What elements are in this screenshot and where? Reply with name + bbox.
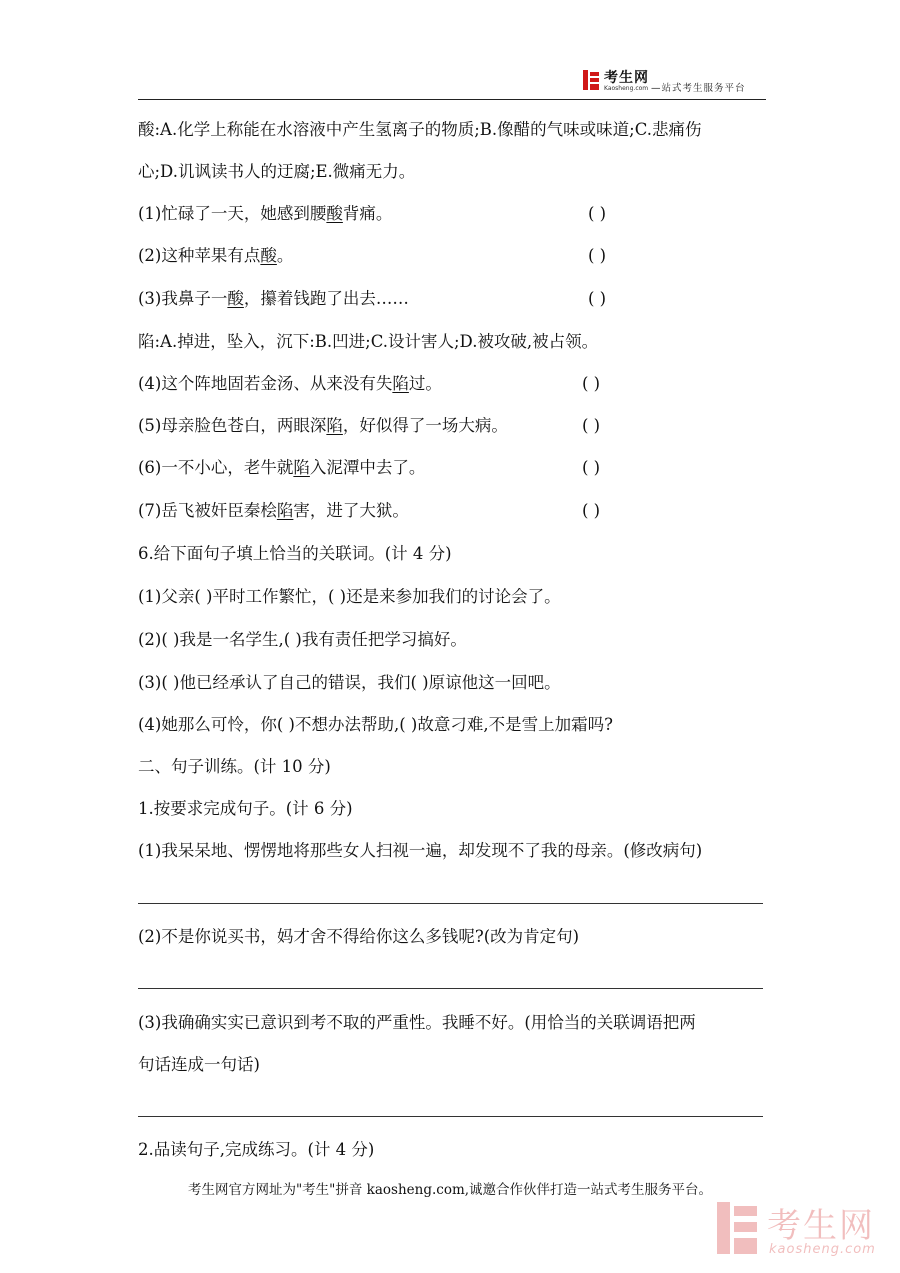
kaosheng-watermark: [713, 1198, 893, 1260]
kaosheng-logo-icon: [583, 70, 599, 90]
question-text: ，攥着钱跑了出去……: [243, 289, 409, 308]
logo-name: 考生网: [604, 70, 649, 86]
question-text: 入泥潭中去了。: [309, 458, 426, 477]
underlined-char: 陷: [392, 374, 409, 393]
underlined-char: 陷: [326, 416, 343, 435]
part-2-item-3-line-1: (3)我确确实实已意识到考不取的严重性。我睡不好。(用恰当的关联调语把两: [138, 1013, 696, 1032]
underlined-char: 酸: [227, 289, 244, 308]
part-2-item-1: (1)我呆呆地、愣愣地将那些女人扫视一遍，却发现不了我的母亲。(修改病句): [138, 841, 703, 860]
question-text: (5)母亲脸色苍白，两眼深: [138, 416, 327, 435]
question-text: (2)这种苹果有点: [138, 246, 261, 265]
section-6-title: 6.给下面句子填上恰当的关联词。(计 4 分): [138, 544, 452, 563]
answer-blank[interactable]: ( ): [582, 374, 601, 393]
answer-blank[interactable]: ( ): [588, 246, 607, 265]
question-text: (1)忙碌了一天，她感到腰: [138, 204, 327, 223]
suan-definition-line-1: 酸:A.化学上称能在水溶液中产生氢离子的物质;B.像醋的气味或味道;C.悲痛伤: [138, 120, 702, 139]
part-2-item-3-line-2: 句话连成一句话): [138, 1055, 260, 1074]
question-text: (7)岳飞被奸臣秦桧: [138, 501, 277, 520]
answer-line[interactable]: [138, 1116, 763, 1117]
xian-definition: 陷:A.掉进，坠入，沉下:B.凹进;C.设计害人;D.被攻破,被占领。: [138, 332, 599, 351]
question-text: (6)一不小心，老牛就: [138, 458, 294, 477]
question-text: 背痛。: [342, 204, 393, 223]
logo-domain: Kaosheng.com: [604, 85, 649, 92]
question-text: ，好似得了一场大病。: [342, 416, 508, 435]
part-2-section-2-title: 2.品读句子,完成练习。(计 4 分): [138, 1140, 375, 1159]
section-6-item-4: (4)她那么可怜，你( )不想办法帮助,( )故意刁难,不是雪上加霜吗?: [138, 715, 613, 734]
part-2-section-1-title: 1.按要求完成句子。(计 6 分): [138, 799, 353, 818]
answer-blank[interactable]: ( ): [582, 458, 601, 477]
answer-line[interactable]: [138, 988, 763, 989]
question-3: [138, 288, 409, 310]
page-header: [138, 64, 766, 100]
section-6-item-2: (2)( )我是一名学生,( )我有责任把学习搞好。: [138, 630, 467, 649]
question-text: 过。: [408, 374, 442, 393]
header-divider: [138, 99, 766, 100]
answer-blank[interactable]: ( ): [588, 204, 607, 223]
question-6: [138, 457, 425, 479]
question-text: (3)我鼻子一: [138, 289, 228, 308]
page-footer: 考生网官方网址为"考生"拼音 kaosheng.com,诚邀合作伙伴打造一站式考生服务平台。: [187, 1182, 713, 1198]
underlined-char: 酸: [260, 246, 277, 265]
question-7: [138, 500, 409, 522]
section-6-item-3: (3)( )他已经承认了自己的错误，我们( )原谅他这一回吧。: [138, 673, 561, 692]
question-text: 。: [276, 246, 294, 265]
answer-blank[interactable]: ( ): [582, 501, 601, 520]
question-1: [138, 203, 392, 225]
underlined-char: 陷: [293, 458, 310, 477]
question-4: [138, 373, 442, 395]
underlined-char: 陷: [276, 501, 294, 520]
question-2: [138, 245, 293, 267]
underlined-char: 酸: [326, 204, 343, 223]
section-6-item-1: (1)父亲( )平时工作繁忙，( )还是来参加我们的讨论会了。: [138, 587, 561, 606]
watermark-domain: kaosheng.com: [769, 1242, 876, 1257]
kaosheng-watermark-icon: [717, 1202, 757, 1254]
answer-blank[interactable]: ( ): [588, 289, 607, 308]
suan-definition-line-2: 心;D.讥讽读书人的迂腐;E.微痛无力。: [138, 162, 416, 181]
question-text: 害，进了大狱。: [293, 501, 409, 520]
watermark-name: 考生网: [767, 1206, 875, 1246]
part-2-item-2: (2)不是你说买书，妈才舍不得给你这么多钱呢?(改为肯定句): [138, 927, 580, 946]
logo-slogan: —站式考生服务平台: [651, 83, 746, 94]
part-2-title: 二、句子训练。(计 10 分): [138, 757, 331, 776]
answer-blank[interactable]: ( ): [582, 416, 601, 435]
question-5: [138, 415, 508, 437]
answer-line[interactable]: [138, 903, 763, 904]
question-text: (4)这个阵地固若金汤、从来没有失: [138, 374, 393, 393]
